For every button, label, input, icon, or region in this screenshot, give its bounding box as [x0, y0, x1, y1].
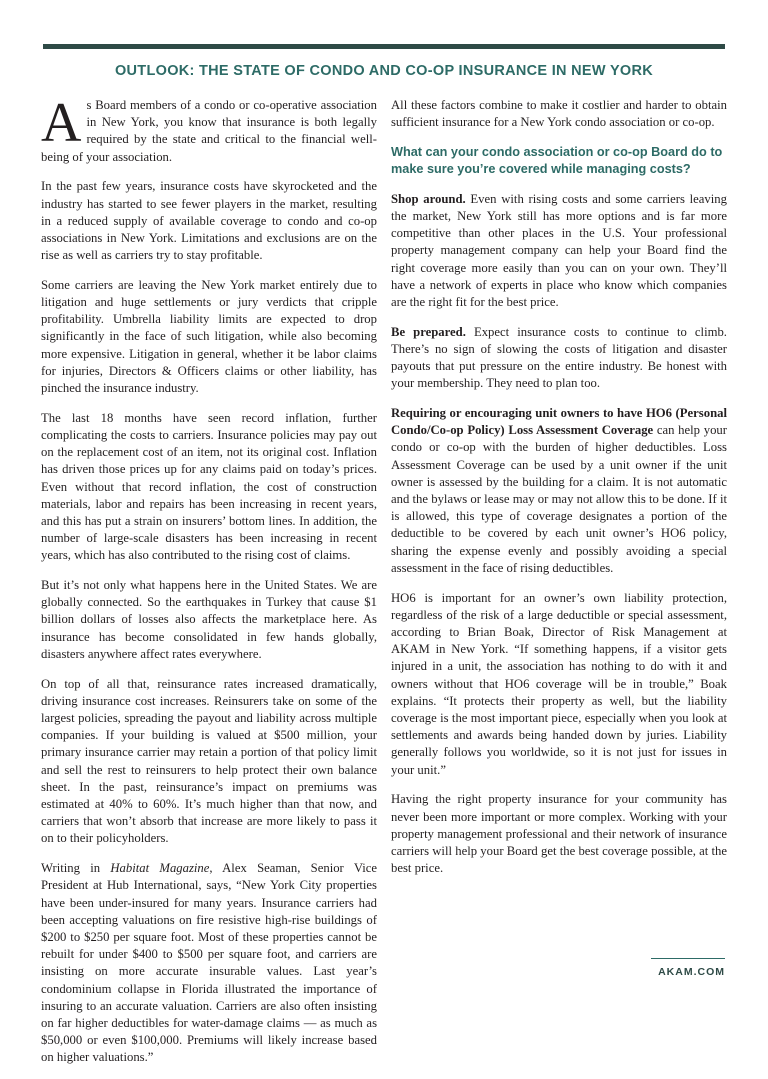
- tip-lead: Be prepared.: [391, 324, 466, 339]
- footer-rule: [651, 958, 725, 959]
- tip-be-prepared: [391, 324, 727, 393]
- publication-name: Habitat Magazine: [110, 861, 210, 876]
- intro-text: s Board members of a condo or co-operative association in New York, you know that insurance is both legally required by the state and critical to the financial well-being of your association.: [41, 98, 377, 164]
- page-title: OUTLOOK: THE STATE OF CONDO AND CO-OP INSURANCE IN NEW YORK: [114, 63, 654, 79]
- drop-cap: A: [41, 92, 82, 154]
- quote-text: , Alex Seaman, Senior Vice President at Hub International, says, “New York City properties have been under-insured for many years. Insurance carriers had been accepting valuations on fire resistive high-rise buildings of $200 to $250 per square foot. Most of these properties cannot be rebuilt for under $400 to $500 per square foot, and carriers are insisting on more accurate insurable values. Last year’s condominium collapse in Florida illustrated the importance of insuring to an accurate valuation. Carriers are also often insisting on far higher deductibles for water-damage claims — as much as $50,000 or even $100,000. Premiums will likely increase based on higher valuations.”: [41, 861, 377, 1065]
- top-rule: [43, 44, 725, 49]
- paragraph-costs: In the past few years, insurance costs have skyrocketed and the industry has started to see fewer players in the market, resulting in a reduced supply of available coverage to condo and co-op associations in New York. Limitations and exclusions are on the rise as well as carriers try to stay profitable.: [41, 179, 377, 263]
- left-column: [41, 92, 377, 1079]
- intro-paragraph: [41, 92, 377, 166]
- paragraph-conclusion: Having the right property insurance for your community has never been more important or more complex. Working with your property management professional and their network of insurance carriers will help your Board get the best coverage possible, at the best price.: [391, 792, 727, 876]
- tip-body: Even with rising costs and some carriers leaving the market, New York still has more options and is far more competitive than other places in the U.S. Your professional property management company can help your Board find the right coverage more easily than you can on your own. They’ll have a network of experts in place who know which companies are the right fit for the best price.: [391, 191, 727, 310]
- paragraph-inflation: The last 18 months have seen record inflation, further complicating the costs to carriers. Insurance policies may pay out on the replacement cost of an item, not its original cost. Inflation has driven those prices up for any claims paid on today’s prices. Even without that record inflation, the cost of construction materials, labor and repairs has been increasing in recent years, and this has put a strain on insurers’ bottom lines. In addition, the number of large-scale disasters has been increasing in recent years, which has also contributed to the rising cost of claims.: [41, 410, 377, 563]
- paragraph-habitat-quote: [41, 860, 377, 1066]
- paragraph-ho6-liability: HO6 is important for an owner’s own liability protection, regardless of the risk of a large deductible or special assessment, according to Brian Boak, Director of Risk Management at AKAM in New York. “If something happens, if a visitor gets injured in a unit, the association has nothing to do with it and owners without that HO6 coverage will be in trouble,” Boak explains. “It protects their property as well, but the liability coverage is the most important piece, especially when you look at settlements and awards being handed down by juries. Liability generally follows you worldwide, so it is not just for issues in your unit.”: [391, 590, 727, 777]
- paragraph-summary: All these factors combine to make it costlier and harder to obtain sufficient insurance for a New York condo association or co-op.: [391, 98, 727, 130]
- paragraph-reinsurance: On top of all that, reinsurance rates increased dramatically, driving insurance cost increases. Reinsurers take on some of the largest policies, spreading the payout and liability across multiple companies. If your building is valued at $500 million, your primary insurance carrier may retain a portion of that policy limit and sell the rest to reinsurers to help protect their own balance sheet. In the past, reinsurance’s impact on premiums was estimated at 40% to 60%. It’s much higher than that now, and carriers that won’t absorb that increase are more likely to pass it on to their policyholders.: [41, 676, 377, 846]
- paragraph-global: But it’s not only what happens here in the United States. We are globally connected. So the earthquakes in Turkey that cause $1 billion dollars of losses also affects the marketplace here. As insurance has become consolidated in few hands globally, disasters anywhere affect rates everywhere.: [41, 578, 377, 661]
- tip-body: can help your condo or co-op with the burden of higher deductibles. Loss Assessment Coverage can be used by a unit owner if the unit owner is assessed by the building for a claim. It is not automatic and the bylaws or lease may or may not allow this to be done. If it is allowed, this type of coverage designates a portion of the deductible to be covered by each unit owner’s HO6 policy, sharing the expense evenly and possibly avoiding a special assessment in the face of rising deductibles.: [391, 423, 727, 575]
- right-column: [391, 97, 727, 890]
- tip-lead: Shop around.: [391, 191, 466, 206]
- tip-lead: Requiring or encouraging unit owners to have HO6 (Personal Condo/Co-op Policy) Loss Assessment Coverage: [391, 406, 727, 438]
- tip-body: Expect insurance costs to continue to climb. There’s no sign of slowing the costs of litigation and disaster payouts that put pressure on the entire industry. Be honest with your membership. They need to plan too.: [391, 324, 727, 391]
- tip-ho6: [391, 405, 727, 577]
- paragraph-carriers: Some carriers are leaving the New York market entirely due to litigation and huge settlements or jury verdicts that cripple profitability. Umbrella liability limits are expected to drop significantly in the face of such litigation, while also becoming more expensive. Litigation in general, whether it be labor claims for injuries, Directors & Officers claims or other liability, has pinched the insurance industry.: [41, 277, 377, 396]
- quote-intro: Writing in: [41, 861, 111, 876]
- tip-shop-around: [391, 191, 727, 311]
- section-subhead: What can your condo association or co-op Board do to make sure you’re covered while managing costs?: [391, 144, 723, 177]
- footer-url: AKAM.COM: [658, 966, 725, 978]
